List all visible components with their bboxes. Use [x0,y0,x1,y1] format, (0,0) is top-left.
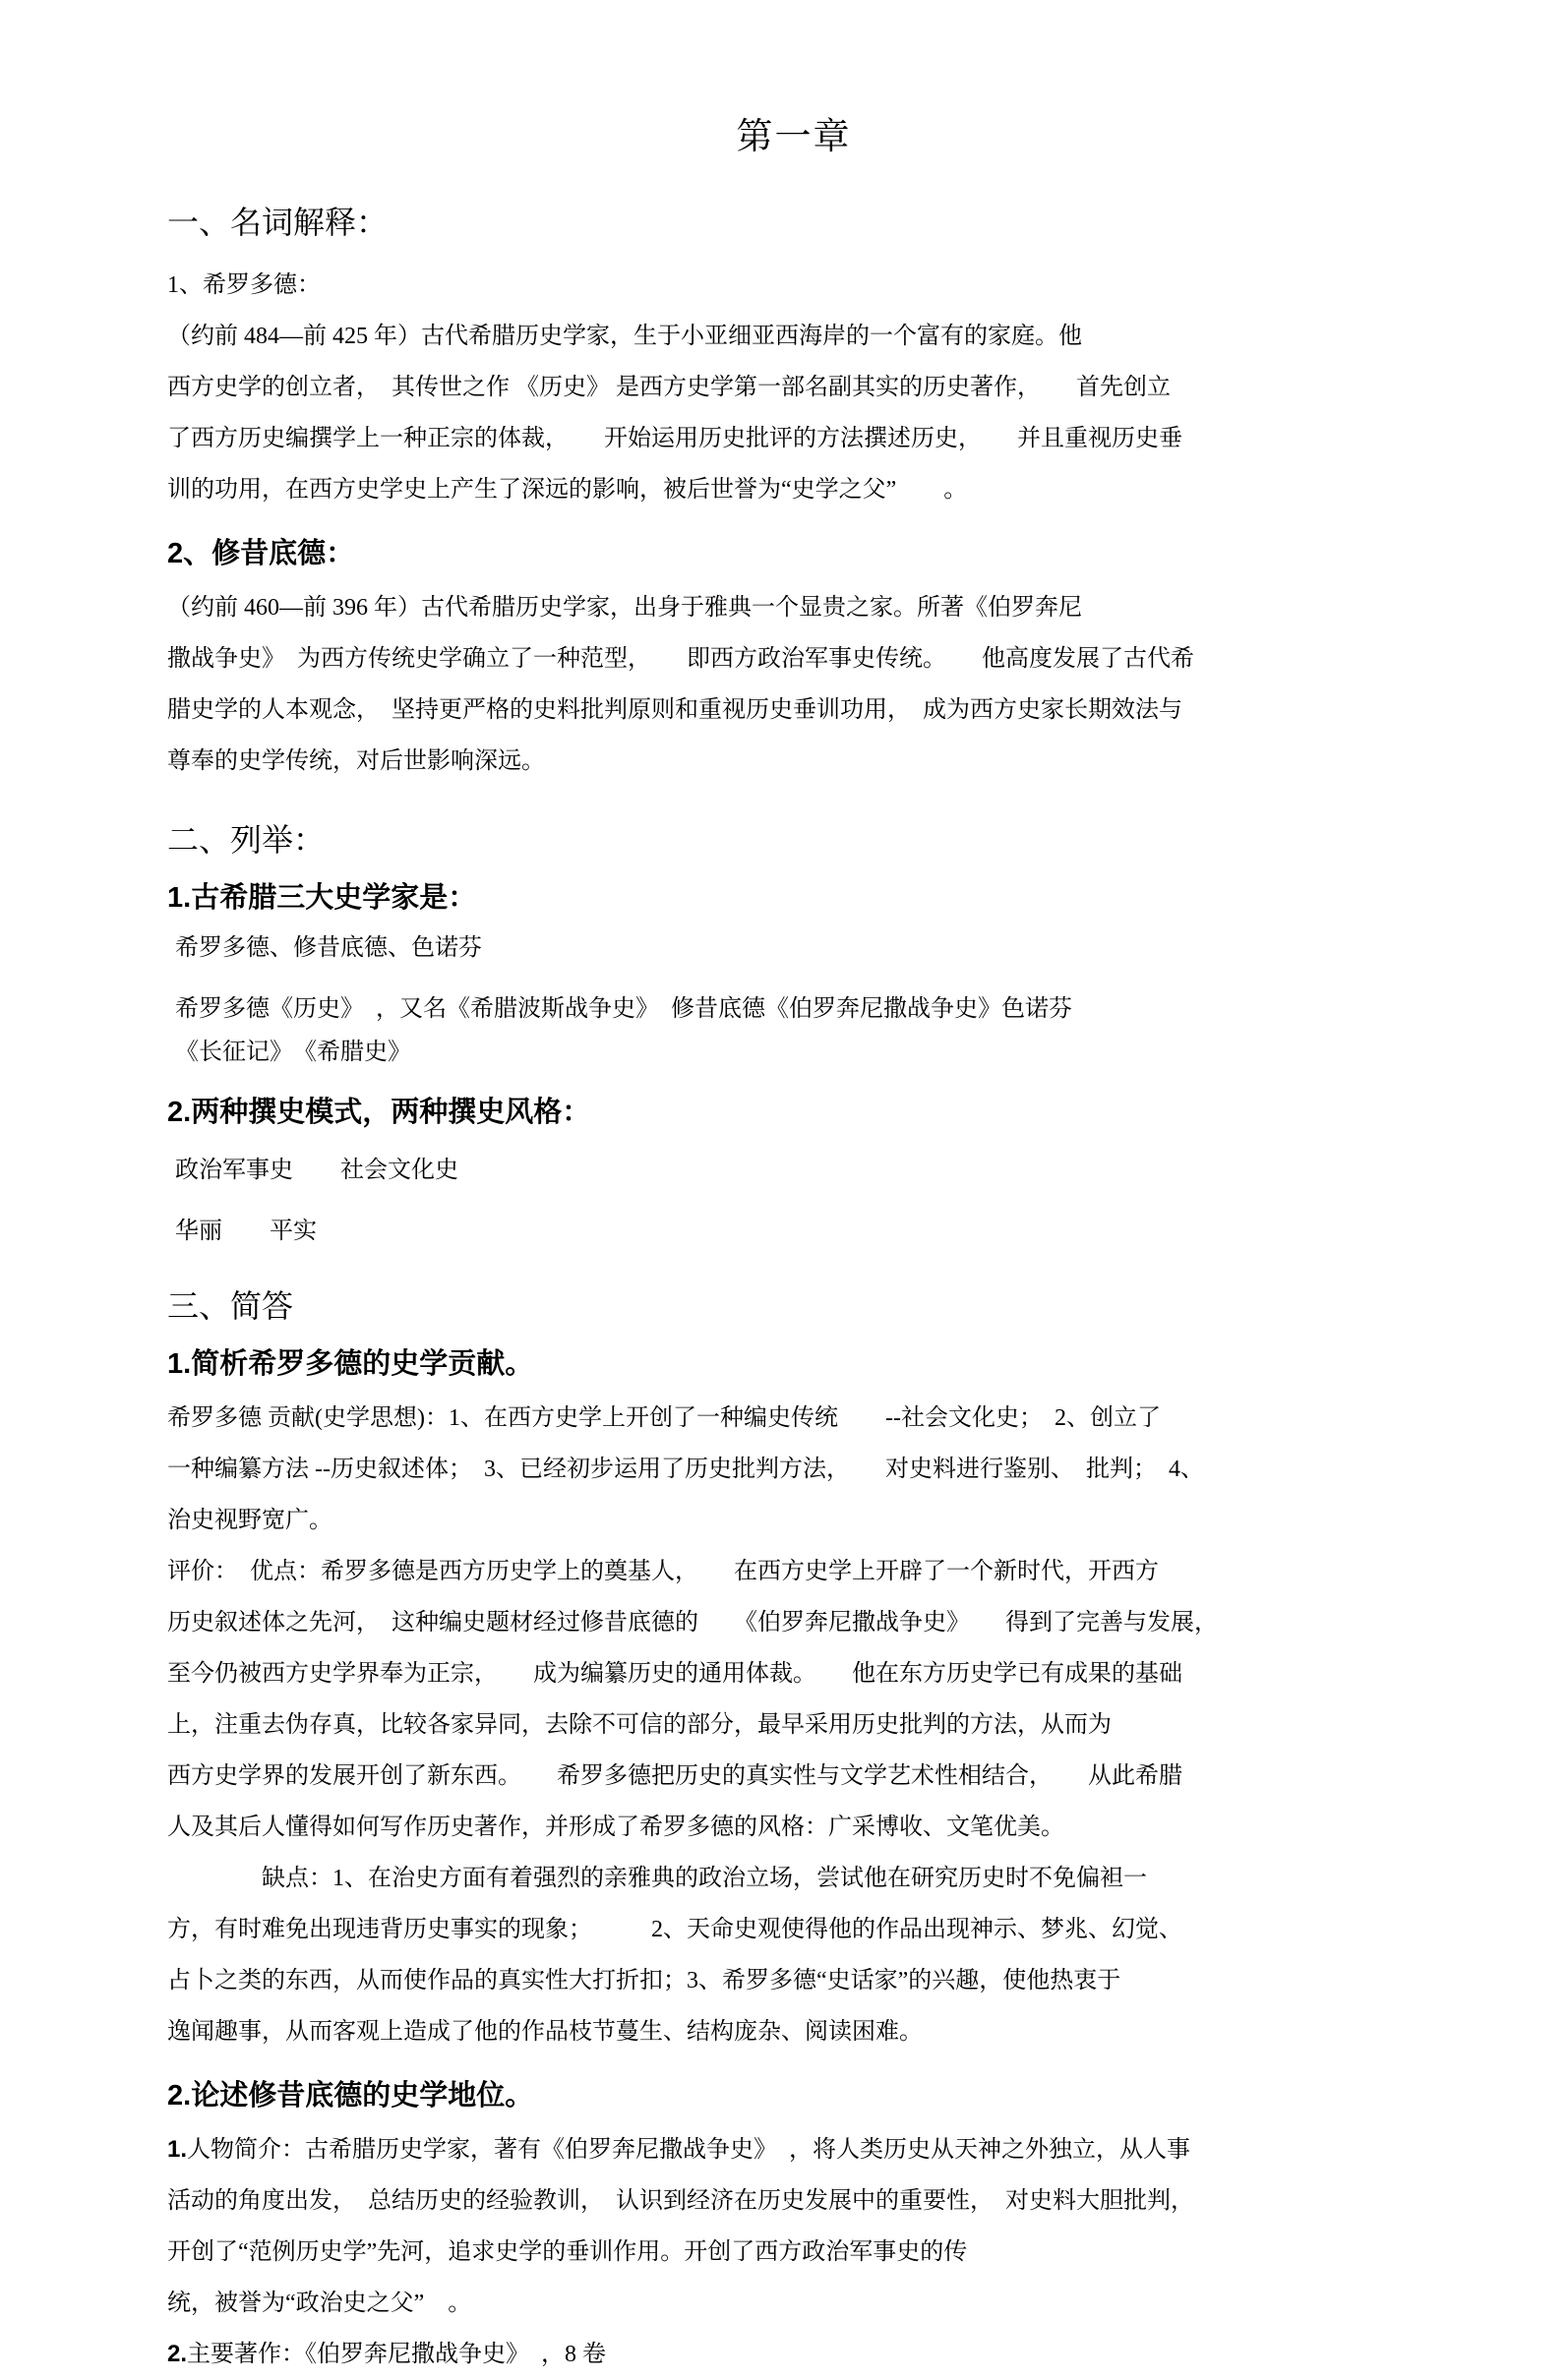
text-line-text: 撒战争史》 为西方传统史学确立了一种范型， 即西方政治军事史传统。 他高度发展了古代希 [167,646,1194,672]
text-line-text: 上，注重去伪存真，比较各家异同，去除不可信的部分，最早采用历史批判的方法，从而为 [167,1712,1112,1738]
text-line [167,1751,1420,1802]
text-line-text: 逸闻趣事，从而客观上造成了他的作品枝节蔓生、结构庞杂、阅读困难。 [167,2019,923,2045]
text-line [167,633,1420,684]
text-line [167,413,1420,464]
text-line [167,2227,1420,2278]
text-line [167,1597,1420,1648]
text-line-text: 训的功用，在西方史学史上产生了深远的影响，被后世誉为“史学之父” 。 [167,477,968,503]
qa2-answer-2-text: 主要著作：《伯罗奔尼撒战争史》 ，8 卷 [187,2342,607,2367]
text-line [167,1802,1420,1853]
list-q1-heading [167,879,1420,917]
list-answer-line [167,987,1420,1031]
item-number: 2. [167,2341,188,2367]
text-line-text: 西方史学界的发展开创了新东西。 希罗多德把历史的真实性与文学艺术性相结合， 从此希腊 [167,1763,1182,1789]
text-line [167,1444,1420,1495]
text-line-text: 希罗多德 贡献(史学思想)：1、在西方史学上开创了一种编史传统 --社会文化史； 2、创立了 [167,1405,1161,1431]
text-line-text: （约前 484—前 425 年）古代希腊历史学家，生于小亚细亚西海岸的一个富有的家庭。他 [167,324,1082,349]
text-line [167,582,1420,633]
qa2-answer-1 [167,2124,1420,2175]
item-number: 2. [167,1097,192,1128]
text-line-text: 一种编纂方法 --历史叙述体； 3、已经初步运用了历史批判方法， 对史料进行鉴别、 批判； 4、 [167,1457,1204,1482]
qa2-answer-2 [167,2329,1420,2380]
section-2-heading [167,820,1420,860]
text-line-text: 活动的角度出发， 总结历史的经验教训， 认识到经济在历史发展中的重要性， 对史料大胆批判， [167,2188,1194,2214]
text-line [167,1495,1420,1546]
text-line-text: （约前 460—前 396 年）古代希腊历史学家，出身于雅典一个显贵之家。所著《伯罗奔尼 [167,595,1082,621]
item-number: 1. [167,2136,188,2163]
text-line [167,1546,1420,1597]
text-line-text: 评价： 优点：希罗多德是西方历史学上的奠基人， 在西方史学上开辟了一个新时代，开西方 [167,1559,1159,1584]
term-thucydides-heading-text: 修昔底德： [211,538,355,569]
list-answer-line-text: 政治军事史 社会文化史 [175,1158,458,1183]
term-herodotus-label-text: 1、希罗多德： [167,272,321,298]
text-line [167,362,1420,413]
section-1-heading-text: 一、名词解释： [167,205,389,240]
text-line [167,311,1420,362]
document-body [167,203,1420,2380]
page-title: 第一章 [736,117,852,157]
list-answer-line [167,1149,1420,1192]
qa-1-heading [167,1345,1420,1383]
text-line [167,1648,1420,1699]
qa-2-heading-text: 论述修昔底德的史学地位。 [191,2080,534,2112]
text-line-text: 人及其后人懂得如何写作历史著作，并形成了希罗多德的风格：广采博收、文笔优美。 [167,1815,1064,1840]
list-answer-line [167,1210,1420,1253]
list-q2-heading [167,1094,1420,1131]
text-line [167,1393,1420,1444]
text-line-text: 方，有时难免出现违背历史事实的现象； 2、天命史观使得他的作品出现神示、梦兆、幻觉、 [167,1917,1182,1942]
section-2-heading-text: 二、列举： [167,822,326,858]
term-herodotus-label [167,260,1420,311]
text-line [167,2006,1420,2057]
text-line-text: 腊史学的人本观念， 坚持更严格的史料批判原则和重视历史垂训功用， 成为西方史家长期效法与 [167,697,1182,723]
text-line-text: 历史叙述体之先河， 这种编史题材经过修昔底德的 《伯罗奔尼撒战争史》 得到了完善与发展， [167,1610,1218,1636]
qa-2-heading [167,2077,1420,2114]
text-line [167,736,1420,787]
section-3-heading-text: 三、简答 [167,1288,294,1324]
list-answer-line-text: 希罗多德《历史》 ，又名《希腊波斯战争史》 修昔底德《伯罗奔尼撒战争史》色诺芬 [175,996,1072,1022]
text-line-text: 了西方历史编撰学上一种正宗的体裁， 开始运用历史批评的方法撰述历史， 并且重视历史垂 [167,426,1182,451]
term-thucydides-heading [167,535,1420,572]
section-3-heading [167,1286,1420,1326]
text-line [167,684,1420,736]
item-number: 1. [167,1348,192,1380]
text-line-text: 统，被誉为“政治史之父” 。 [167,2291,472,2316]
text-line-text: 缺点：1、在治史方面有着强烈的亲雅典的政治立场，尝试他在研究历史时不免偏袒一 [167,1866,1147,1891]
item-number: 2、 [167,538,212,569]
text-line-text: 开创了“范例历史学”先河，追求史学的垂训作用。开创了西方政治军事史的传 [167,2239,968,2265]
text-line-text: 治史视野宽广。 [167,1508,332,1533]
list-q1-heading-text: 古希腊三大史学家是： [191,882,477,914]
text-line-text: 尊奉的史学传统，对后世影响深远。 [167,748,545,774]
text-line-text: 西方史学的创立者， 其传世之作 《历史》 是西方史学第一部名副其实的历史著作， 首先创立 [167,375,1171,400]
text-line [167,1955,1420,2006]
qa-1-heading-text: 简析希罗多德的史学贡献。 [191,1348,534,1380]
text-line [167,2175,1420,2227]
text-line [167,464,1420,515]
qa2-answer-1-text: 人物简介：古希腊历史学家，著有《伯罗奔尼撒战争史》 ，将人类历史从天神之外独立，从人事 [187,2137,1191,2163]
list-answer-line-text: 希罗多德、修昔底德、色诺芬 [175,935,482,961]
text-line [167,1853,1420,1904]
text-line [167,1699,1420,1751]
text-line [167,2278,1420,2329]
item-number: 1. [167,882,192,914]
section-1-heading [167,203,1420,242]
text-line-text: 占卜之类的东西，从而使作品的真实性大打折扣；3、希罗多德“史话家”的兴趣，使他热衷于 [167,1968,1121,1993]
list-answer-line-text: 华丽 平实 [175,1219,317,1244]
list-answer-line-text: 《长征记》 《希腊史》 [175,1040,411,1065]
list-q2-heading-text: 两种撰史模式，两种撰史风格： [191,1097,591,1128]
list-answer-line [167,926,1420,970]
item-number: 2. [167,2080,192,2112]
text-line-text: 至今仍被西方史学界奉为正宗， 成为编纂历史的通用体裁。 他在东方历史学已有成果的基础 [167,1661,1182,1687]
text-line [167,1904,1420,1955]
list-answer-line [167,1031,1420,1074]
